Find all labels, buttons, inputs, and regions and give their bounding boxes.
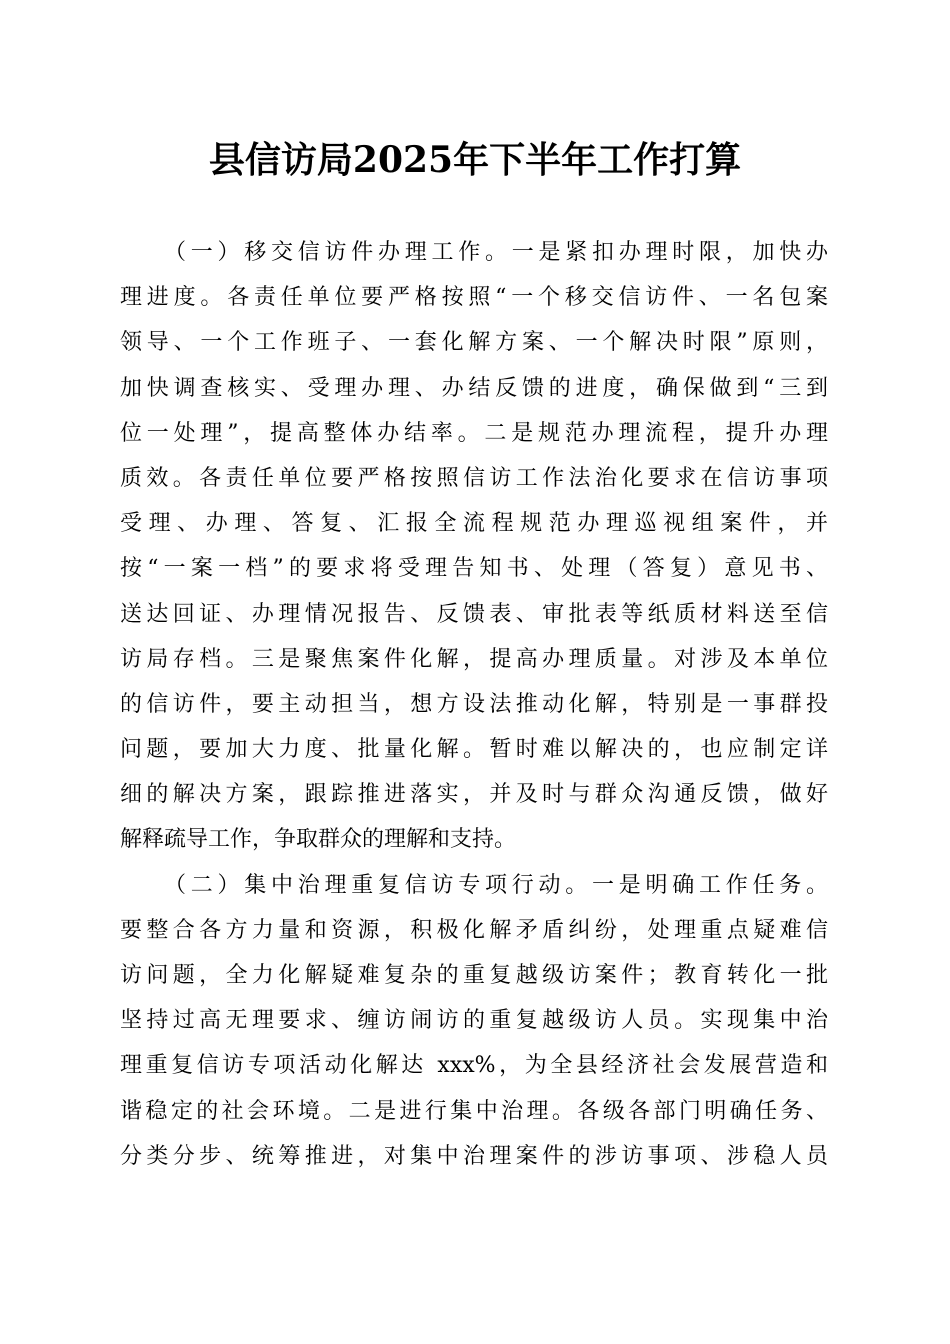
- paragraph-line: 分类分步、统筹推进，对集中治理案件的涉访事项、涉稳人员: [120, 1143, 828, 1169]
- paragraph-line: 谐稳定的社会环境。二是进行集中治理。各级各部门明确任务、: [120, 1098, 828, 1124]
- paragraph-line: 细的解决方案，跟踪推进落实，并及时与群众沟通反馈，做好: [120, 782, 828, 808]
- paragraph-line: （一）移交信访件办理工作。一是紧扣办理时限，加快办: [164, 240, 828, 265]
- paragraph-line: 送达回证、办理情况报告、反馈表、审批表等纸质材料送至信: [120, 601, 828, 627]
- paragraph-line: 问题，要加大力度、批量化解。暂时难以解决的，也应制定详: [120, 737, 828, 763]
- document-title: 县信访局2025年下半年工作打算: [208, 139, 742, 181]
- paragraph-line: （二）集中治理重复信访专项行动。一是明确工作任务。: [164, 872, 828, 898]
- paragraph-line: 访局存档。三是聚焦案件化解，提高办理质量。对涉及本单位: [120, 646, 828, 672]
- paragraph-line: 按“一案一档”的要求将受理告知书、处理（答复）意见书、: [120, 556, 828, 582]
- paragraph-line: 访问题，全力化解疑难复杂的重复越级访案件；教育转化一批: [120, 963, 828, 988]
- document-body: [120, 230, 828, 1179]
- paragraph-line: 解释疏导工作，争取群众的理解和支持。: [120, 827, 517, 853]
- paragraph-line: 质效。各责任单位要严格按照信访工作法治化要求在信访事项: [120, 465, 828, 491]
- paragraph-line: 的信访件，要主动担当，想方设法推动化解，特别是一事群投: [120, 691, 828, 717]
- paragraph-line: 位一处理”，提高整体办结率。二是规范办理流程，提升办理: [120, 420, 828, 446]
- paragraph-line: 理重复信访专项活动化解达 xxx%，为全县经济社会发展营造和: [120, 1053, 828, 1079]
- paragraph-line: 受理、办理、答复、汇报全流程规范办理巡视组案件，并: [120, 511, 828, 537]
- paragraph-line: 要整合各方力量和资源，积极化解矛盾纠纷，处理重点疑难信: [120, 917, 828, 943]
- paragraph-line: 理进度。各责任单位要严格按照“一个移交信访件、一名包案: [120, 285, 828, 311]
- paragraph-line: 加快调查核实、受理办理、办结反馈的进度，确保做到“三到: [120, 375, 828, 401]
- paragraph-line: 领导、一个工作班子、一套化解方案、一个解决时限”原则，: [120, 330, 828, 356]
- paragraph-line: 坚持过高无理要求、缠访闹访的重复越级访人员。实现集中治: [120, 1008, 828, 1034]
